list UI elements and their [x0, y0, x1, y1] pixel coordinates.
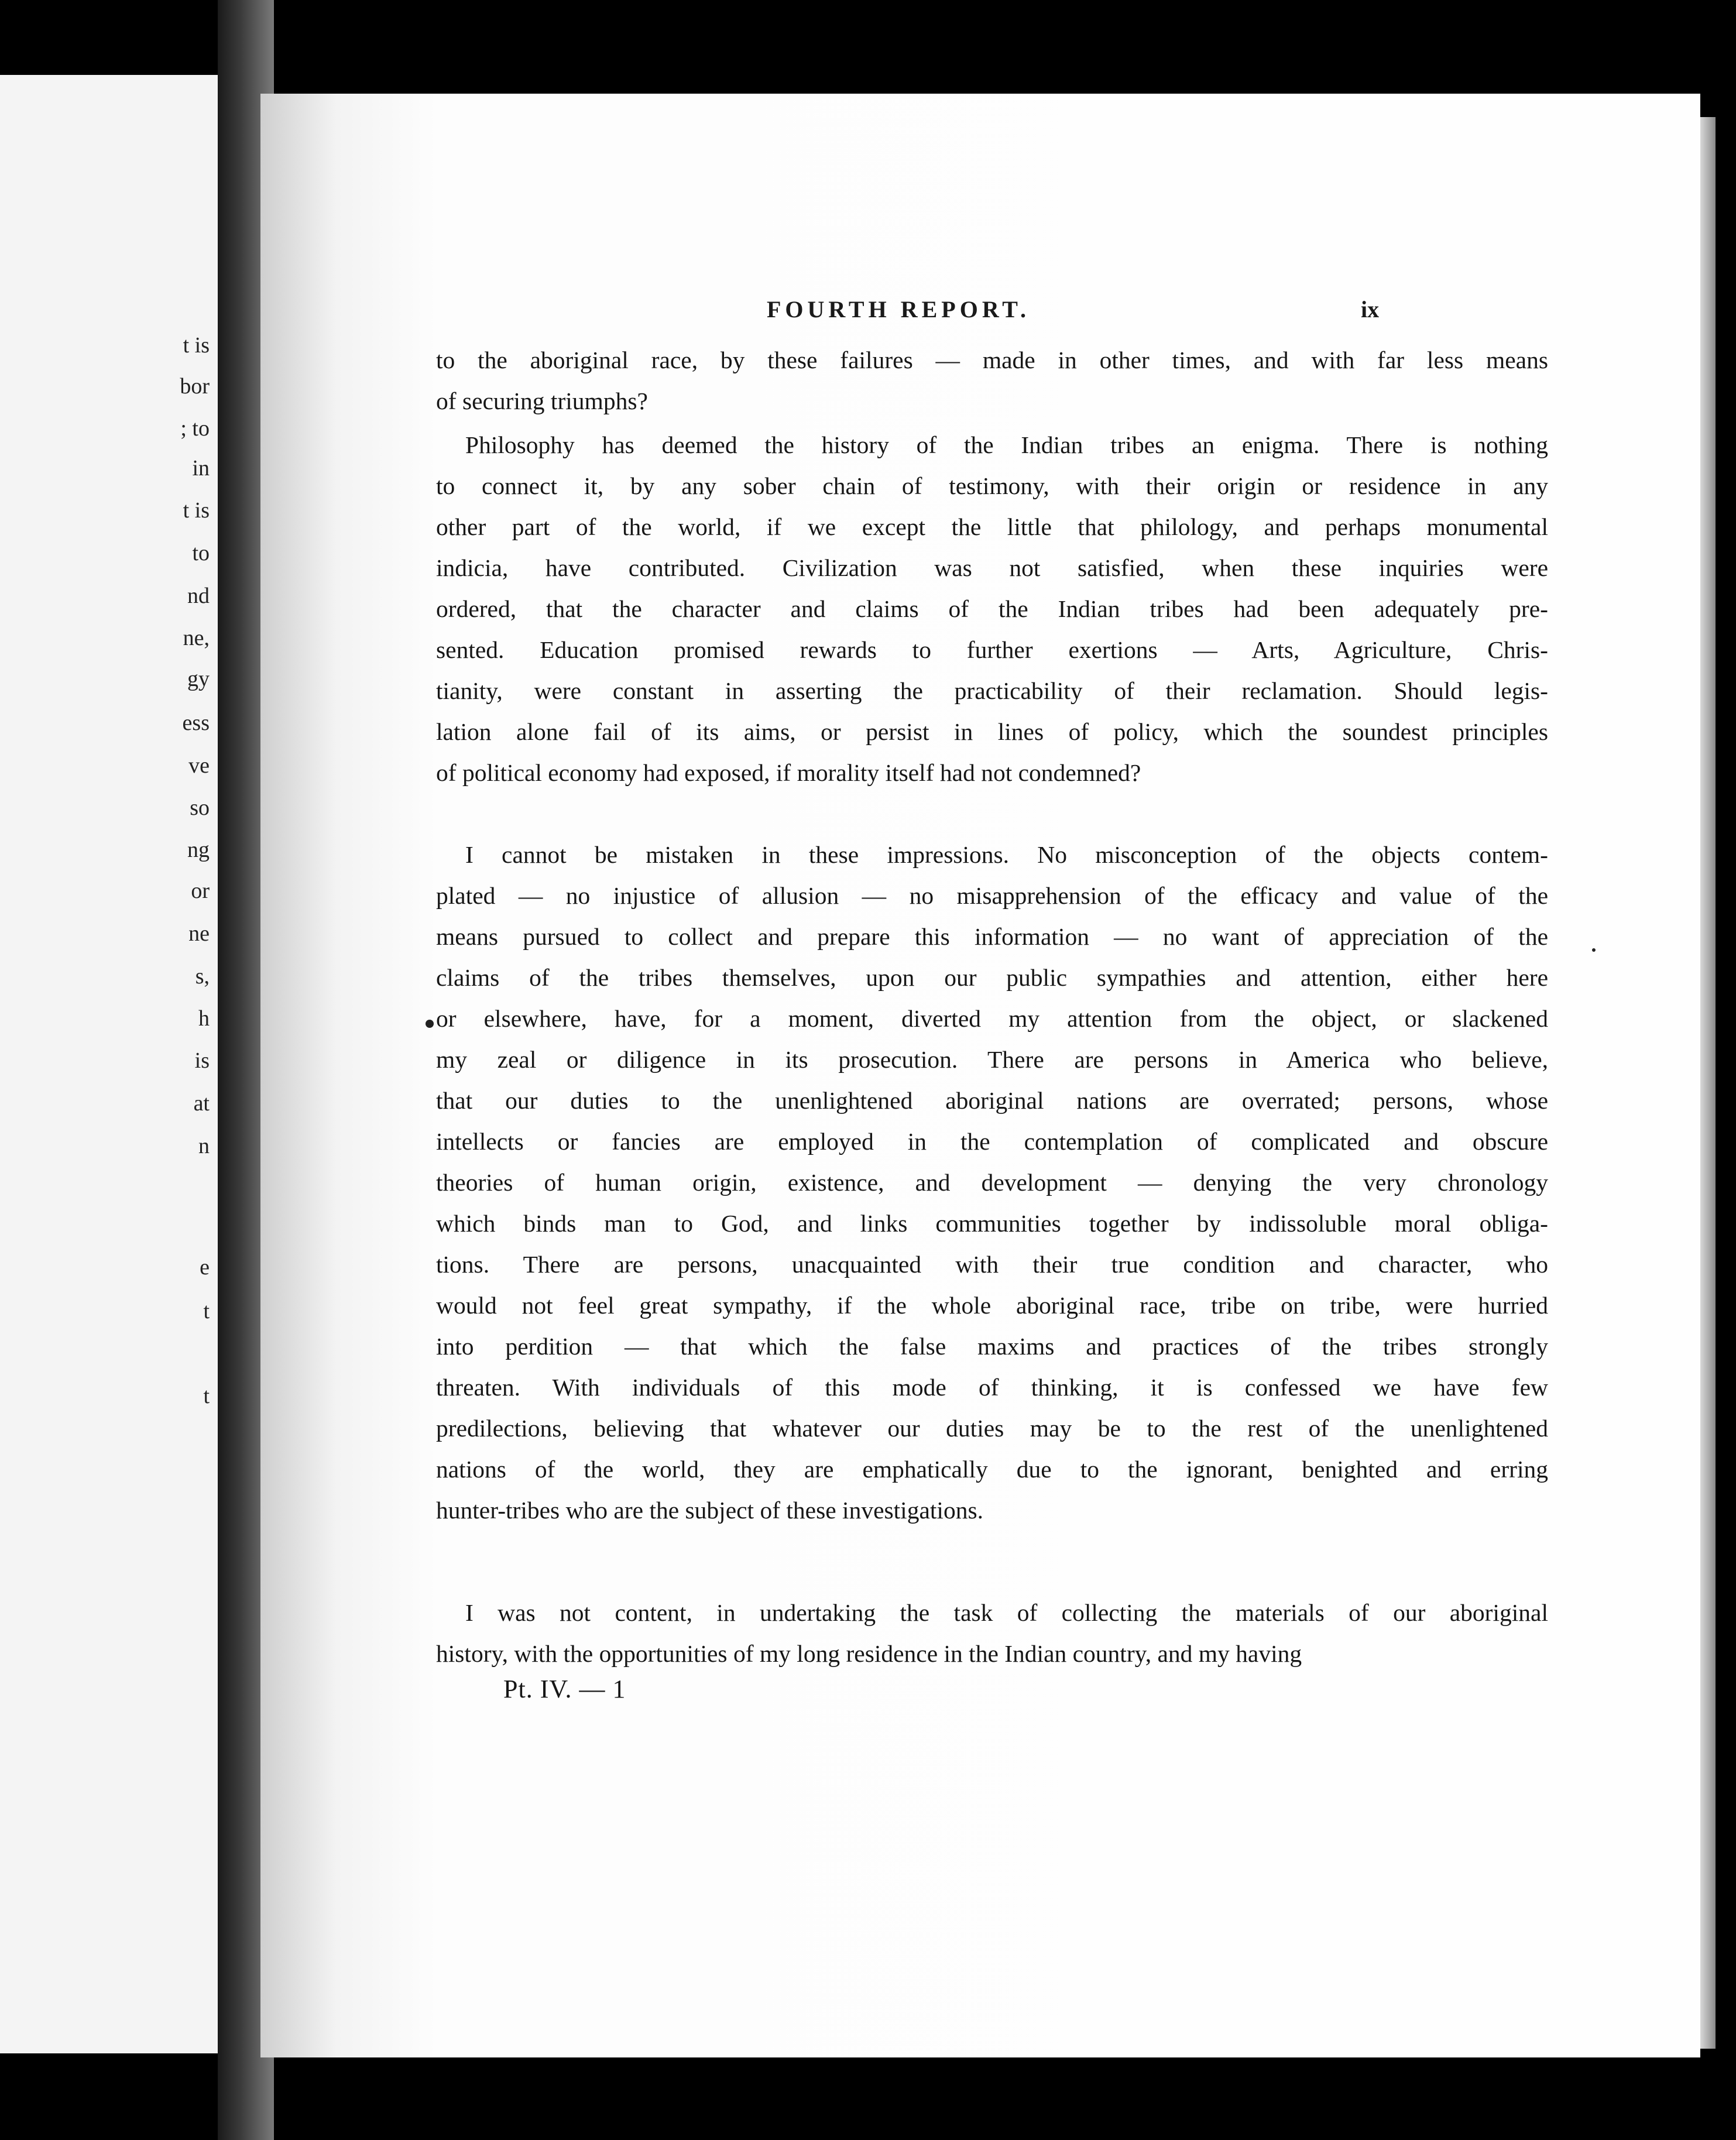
left-page-fragment: in	[192, 456, 210, 481]
left-page-fragment: nd	[187, 584, 210, 608]
text-line: that our duties to the unenlightened aboriginal nations are overrated; persons, whose	[436, 1087, 1548, 1114]
left-page-fragment: is	[194, 1048, 210, 1073]
text-line: plated — no injustice of allusion — no misapprehension of the efficacy and value of the	[436, 882, 1548, 909]
left-page-fragment: gy	[187, 667, 210, 691]
text-line: sented. Education promised rewards to further exertions — Arts, Agriculture, Chris-	[436, 636, 1548, 663]
text-line: history, with the opportunities of my long residence in the Indian country, and my having	[436, 1640, 1302, 1667]
left-page-fragment: t is	[183, 333, 210, 358]
left-page-fragment: s,	[195, 964, 210, 989]
paragraph-4	[436, 1592, 1548, 1674]
text-line: ordered, that the character and claims of the Indian tribes had been adequately pre-	[436, 595, 1548, 622]
text-line: I was not content, in undertaking the task of collecting the materials of our aboriginal	[465, 1599, 1548, 1626]
left-page-fragment: at	[193, 1091, 210, 1116]
left-page-fragment: ve	[188, 753, 210, 778]
text-line: of political economy had exposed, if morality itself had not condemned?	[436, 759, 1141, 786]
left-page-fragment: so	[190, 795, 210, 820]
paragraph-3	[436, 834, 1548, 1531]
left-page-fragment: h	[198, 1006, 210, 1031]
left-page-fragment: t	[203, 1384, 210, 1408]
text-line: claims of the tribes themselves, upon our public sympathies and attention, either here	[436, 964, 1548, 991]
text-line: would not feel great sympathy, if the whole aboriginal race, tribe on tribe, were hurried	[436, 1292, 1548, 1319]
left-page	[0, 75, 218, 2053]
left-page-fragment: ne	[188, 921, 210, 946]
text-line: Philosophy has deemed the history of the Indian tribes an enigma. There is nothing	[465, 431, 1548, 458]
text-line: to connect it, by any sober chain of testimony, with their origin or residence in any	[436, 472, 1548, 499]
page-number: ix	[1361, 296, 1380, 323]
text-line: my zeal or diligence in its prosecution. There are persons in America who believe,	[436, 1046, 1548, 1073]
paragraph-1	[436, 339, 1548, 421]
text-line: threaten. With individuals of this mode of thinking, it is confessed we have few	[436, 1374, 1548, 1401]
signature-mark: Pt. IV. — 1	[503, 1675, 626, 1703]
left-page-fragment: ng	[187, 838, 210, 862]
ink-speck	[1592, 948, 1596, 952]
left-page-fragment: e	[200, 1255, 210, 1280]
page-edge	[1700, 117, 1716, 2049]
text-line: intellects or fancies are employed in the contemplation of complicated and obscure	[436, 1128, 1548, 1155]
left-page-fragment: or	[191, 879, 210, 903]
right-page	[260, 94, 1700, 2057]
text-line: to the aboriginal race, by these failures — made in other times, and with far less means	[436, 347, 1548, 373]
text-line: nations of the world, they are emphatically due to the ignorant, benighted and erring	[436, 1456, 1548, 1483]
text-line: I cannot be mistaken in these impressions. No misconception of the objects contem-	[465, 841, 1548, 868]
text-line: tions. There are persons, unacquainted with their true condition and character, who	[436, 1251, 1548, 1278]
left-page-fragment: ; to	[180, 416, 210, 441]
text-line: indicia, have contributed. Civilization was not satisfied, when these inquiries were	[436, 554, 1548, 581]
left-page-fragment: ne,	[183, 626, 210, 650]
ink-speck	[426, 1020, 434, 1028]
running-head: FOURTH REPORT.	[767, 296, 1031, 323]
left-page-fragment: t is	[183, 498, 210, 523]
text-line: theories of human origin, existence, and development — denying the very chronology	[436, 1169, 1548, 1196]
left-page-fragment: bor	[180, 374, 210, 399]
text-line: of securing triumphs?	[436, 387, 648, 414]
left-page-fragment: ess	[182, 711, 210, 735]
text-line: means pursued to collect and prepare this information — no want of appreciation of the	[436, 923, 1548, 950]
text-line: hunter-tribes who are the subject of these investigations.	[436, 1497, 983, 1524]
left-page-fragment: n	[198, 1134, 210, 1158]
paragraph-2	[436, 424, 1548, 793]
text-line: lation alone fail of its aims, or persist in lines of policy, which the soundest principles	[436, 718, 1548, 745]
text-line: or elsewhere, have, for a moment, diverted my attention from the object, or slackened	[436, 1005, 1548, 1032]
text-line: which binds man to God, and links communities together by indissoluble moral obliga-	[436, 1210, 1548, 1237]
text-line: into perdition — that which the false maxims and practices of the tribes strongly	[436, 1333, 1548, 1360]
left-page-fragment: t	[203, 1299, 210, 1323]
text-line: other part of the world, if we except the little that philology, and perhaps monumental	[436, 513, 1548, 540]
text-line: predilections, believing that whatever our duties may be to the rest of the unenlightened	[436, 1415, 1548, 1442]
text-line: tianity, were constant in asserting the practicability of their reclamation. Should legis-	[436, 677, 1548, 704]
left-page-fragment: to	[192, 541, 210, 565]
